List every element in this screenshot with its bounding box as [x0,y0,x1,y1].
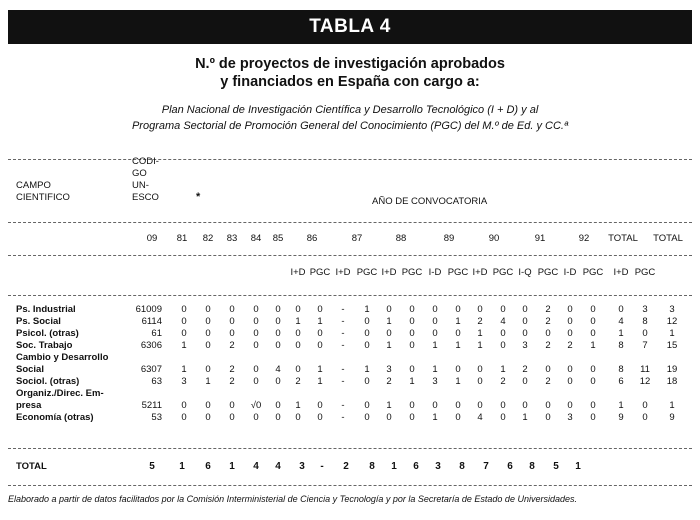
table-cell: 0 [275,412,281,423]
table-cell: 2 [500,376,506,387]
table-cell: 8 [618,340,624,351]
table-cell: 1 [364,364,370,375]
table-cell: 12 [666,316,678,327]
table-cell: 0 [500,340,506,351]
table-cell: 0 [477,364,483,375]
table-cell: 0 [545,364,551,375]
total-cell: 2 [343,461,349,472]
table-cell: 1 [590,340,596,351]
table-cell: 0 [205,328,211,339]
table-cell: 0 [567,304,573,315]
table-cell: 0 [522,328,528,339]
row-label: Soc. Trabajo [16,340,73,351]
year-header: 82 [202,233,214,244]
table-cell: 2 [386,376,392,387]
table-cell: 0 [253,364,259,375]
table-cell: 1 [409,376,415,387]
year-header: 83 [226,233,238,244]
table-cell: 11 [640,364,650,375]
table-cell: - [341,304,345,315]
table-cell: 0 [432,328,438,339]
table-cell: 3 [567,412,573,423]
table-cell: 0 [295,328,301,339]
row-code: 6307 [140,364,162,375]
total-cell: 5 [553,461,559,472]
table-cell: 1 [181,364,187,375]
table-cell: 1 [205,376,211,387]
table-cell: 0 [567,400,573,411]
table-cell: 0 [590,412,596,423]
row-code: 6306 [140,340,162,351]
dashed-rule [8,448,692,449]
year-header: 09 [146,233,158,244]
table-cell: 0 [275,316,281,327]
subcolumn-header: PGC [401,267,423,278]
table-cell: 0 [545,400,551,411]
table-cell: 1 [455,340,461,351]
total-cell: - [320,461,324,472]
table-cell: 0 [500,412,506,423]
subtitle-line-2: Programa Sectorial de Promoción General del Conocimiento (PGC) del M.º de Ed. y CC.ª [131,120,569,132]
subcolumn-header: PGC [356,267,378,278]
table-cell: 2 [229,364,235,375]
table-cell: √0 [250,400,262,411]
table-cell: 0 [455,304,461,315]
row-label: Psicol. (otras) [16,328,79,339]
dashed-rule [8,222,692,223]
table-cell: 0 [364,328,370,339]
table-cell: 0 [567,364,573,375]
table-cell: 1 [455,316,461,327]
row-label: Social [16,364,44,375]
table-cell: 0 [500,328,506,339]
row-code: 61009 [135,304,162,315]
row-label: Organiz./Direc. Em- [16,388,104,399]
table-cell: 0 [409,364,415,375]
table-cell: 0 [567,376,573,387]
table-cell: 2 [229,340,235,351]
table-cell: - [341,316,345,327]
subcolumn-header: I-D [563,267,577,278]
table-cell: 1 [455,376,461,387]
table-cell: 0 [477,304,483,315]
table-cell: 1 [477,328,483,339]
year-header: 90 [488,233,500,244]
table-cell: 0 [477,376,483,387]
table-cell: 12 [639,376,651,387]
table-cell: 0 [386,412,392,423]
table-cell: 0 [477,400,483,411]
table-cell: 0 [590,400,596,411]
year-header: 89 [443,233,455,244]
subcolumn-header: PGC [582,267,604,278]
table-cell: 1 [317,316,323,327]
table-cell: 1 [669,400,675,411]
table-cell: 0 [295,340,301,351]
table-cell: 0 [455,328,461,339]
table-cell: 3 [522,340,528,351]
total-cell: 6 [205,461,211,472]
table-cell: 0 [590,316,596,327]
table-cell: 1 [477,340,483,351]
table-cell: 9 [618,412,624,423]
total-cell: 1 [229,461,235,472]
total-cell: 8 [459,461,465,472]
table-cell: 9 [669,412,675,423]
table-cell: 0 [181,304,187,315]
table-cell: 15 [666,340,678,351]
table-cell: 1 [522,412,528,423]
table-cell: 0 [409,412,415,423]
table-cell: 0 [181,412,187,423]
table-cell: 2 [522,364,528,375]
table-cell: 1 [500,364,506,375]
table-cell: 0 [295,364,301,375]
year-header: 91 [534,233,546,244]
table-cell: 0 [522,316,528,327]
table-cell: 1 [386,316,392,327]
table-cell: 0 [522,400,528,411]
table-cell: 0 [317,412,323,423]
table-cell: 0 [295,304,301,315]
table-cell: 1 [317,364,323,375]
subcolumn-header: I+D [381,267,397,278]
dashed-rule [8,255,692,256]
year-header: 81 [176,233,188,244]
table-cell: 0 [455,412,461,423]
table-cell: 1 [432,364,438,375]
subcolumn-header: PGC [447,267,469,278]
table-cell: 0 [432,400,438,411]
year-header: 85 [272,233,284,244]
table-cell: 19 [666,364,678,375]
subcolumn-header: PGC [309,267,331,278]
table-cell: 0 [275,340,281,351]
table-cell: 0 [386,328,392,339]
table-cell: 0 [545,412,551,423]
table-cell: 0 [567,328,573,339]
table-cell: 1 [618,328,624,339]
table-cell: 0 [275,376,281,387]
table-cell: 0 [409,400,415,411]
table-cell: 3 [642,304,648,315]
table-cell: 18 [666,376,678,387]
table-cell: 0 [275,328,281,339]
subcolumn-header: I+D [290,267,306,278]
total-cell: 4 [275,461,281,472]
row-label: presa [16,400,42,411]
table-cell: 0 [642,328,648,339]
table-cell: 0 [364,376,370,387]
row-code: 63 [151,376,162,387]
table-cell: 0 [317,340,323,351]
table-cell: 0 [522,376,528,387]
table-cell: 0 [205,316,211,327]
year-header: 86 [306,233,318,244]
table-cell: 0 [253,376,259,387]
row-label: Ps. Industrial [16,304,76,315]
table-cell: - [341,340,345,351]
codigo-header: CODI- GO UN- ESCO [132,156,159,203]
total-cell: 6 [507,461,513,472]
total-cell: 5 [149,461,155,472]
table-cell: 0 [253,328,259,339]
table-cell: 0 [253,412,259,423]
row-label: Cambio y Desarrollo [16,352,109,363]
title-line-2: y financiados en España con cargo a: [220,74,480,90]
table-cell: 0 [590,304,596,315]
table-cell: 1 [317,376,323,387]
total-cell: 1 [179,461,185,472]
table-cell: 0 [275,400,281,411]
table-cell: 0 [317,328,323,339]
table-cell: 3 [181,376,187,387]
table-cell: 0 [455,364,461,375]
table-cell: - [341,364,345,375]
table-cell: 0 [545,328,551,339]
table-cell: 0 [181,316,187,327]
table-cell: 0 [317,304,323,315]
table-cell: 1 [364,304,370,315]
table-cell: 0 [229,412,235,423]
table-cell: 0 [409,304,415,315]
year-header: 87 [351,233,363,244]
subtitle-line-1: Plan Nacional de Investigación Científica y Desarrollo Tecnológico (I + D) y al [161,104,539,116]
table-cell: 0 [590,328,596,339]
total-cell: 8 [529,461,535,472]
total-cell: 4 [253,461,259,472]
asterisk-mark: * [196,191,201,203]
table-banner: TABLA 4 [8,10,692,44]
table-cell: 0 [567,316,573,327]
year-header: 84 [250,233,262,244]
table-cell: 0 [229,316,235,327]
table-cell: 0 [432,304,438,315]
table-cell: 2 [545,316,551,327]
ano-header: AÑO DE CONVOCATORIA [372,196,488,207]
table-cell: 4 [275,364,281,375]
table-cell: 0 [229,304,235,315]
table-cell: 1 [669,328,675,339]
table-cell: 2 [295,376,301,387]
table-cell: 0 [253,340,259,351]
table-cell: 1 [432,412,438,423]
table-cell: 1 [386,340,392,351]
table-cell: 1 [295,400,301,411]
footnote: Elaborado a partir de datos facilitados por la Comisión Interministerial de Ciencia y Tecnología y por la Secretaría de Estado de Universidades. [8,494,577,504]
subcolumn-header: I+D [335,267,351,278]
table-cell: 0 [642,412,648,423]
total-label: TOTAL [16,461,47,472]
table-cell: 8 [642,316,648,327]
table-cell: 4 [500,316,506,327]
table-cell: 0 [181,400,187,411]
table-cell: 0 [229,328,235,339]
table-cell: 2 [477,316,483,327]
table-cell: 0 [229,400,235,411]
row-code: 61 [151,328,162,339]
row-code: 5211 [141,400,162,411]
table-cell: 0 [205,400,211,411]
table-cell: 0 [500,304,506,315]
table-cell: 0 [642,400,648,411]
row-label: Economía (otras) [16,412,94,423]
subcolumn-header: I+D [613,267,629,278]
table-cell: - [341,328,345,339]
table-cell: 0 [205,340,211,351]
table-cell: 0 [205,304,211,315]
subcolumn-header: I+D [472,267,488,278]
table-cell: 6 [618,376,624,387]
table-cell: 0 [409,340,415,351]
table-cell: 0 [205,412,211,423]
row-label: Ps. Social [16,316,61,327]
table-cell: 2 [545,304,551,315]
table-cell: 0 [500,400,506,411]
table-cell: 0 [364,412,370,423]
table-cell: - [341,400,345,411]
subcolumn-header: I-Q [518,267,532,278]
total-cell: 3 [299,461,305,472]
table-cell: 1 [181,340,187,351]
total-cell: 1 [391,461,397,472]
year-header: 88 [395,233,407,244]
table-cell: 3 [432,376,438,387]
table-cell: 0 [364,340,370,351]
table-cell: 0 [522,304,528,315]
table-cell: 0 [205,364,211,375]
dashed-rule [8,485,692,486]
table-cell: - [341,376,345,387]
table-cell: 0 [409,328,415,339]
table-cell: 0 [432,316,438,327]
table-cell: 3 [669,304,675,315]
table-cell: 2 [545,376,551,387]
table-cell: 8 [618,364,624,375]
table-cell: 0 [181,328,187,339]
subcolumn-header: PGC [537,267,559,278]
table-cell: 0 [618,304,624,315]
year-header: 92 [578,233,590,244]
table-cell: 0 [590,364,596,375]
row-code: 53 [151,412,162,423]
title-line-1: N.º de proyectos de investigación aprobados [195,56,505,72]
table-cell: 3 [386,364,392,375]
total-cell: 1 [575,461,581,472]
table-cell: 0 [253,304,259,315]
table-cell: 4 [618,316,624,327]
year-header: TOTAL [608,233,638,244]
dashed-rule [8,159,692,160]
table-cell: 0 [295,412,301,423]
row-label: Sociol. (otras) [16,376,80,387]
table-cell: 1 [295,316,301,327]
campo-header: CAMPO CIENTIFICO [16,180,70,203]
table-cell: 0 [275,304,281,315]
table-cell: 1 [618,400,624,411]
row-code: 6114 [141,316,162,327]
total-cell: 7 [483,461,489,472]
table-cell: 2 [567,340,573,351]
year-header: TOTAL [653,233,683,244]
table-cell: 1 [386,400,392,411]
table-cell: 0 [590,376,596,387]
table-cell: - [341,412,345,423]
table-cell: 0 [386,304,392,315]
table-cell: 0 [364,400,370,411]
total-cell: 8 [369,461,375,472]
table-cell: 0 [364,316,370,327]
table-cell: 0 [455,400,461,411]
subcolumn-header: PGC [492,267,514,278]
table-cell: 2 [229,376,235,387]
subcolumn-header: I-D [428,267,442,278]
total-cell: 6 [413,461,419,472]
table-cell: 1 [432,340,438,351]
table-cell: 0 [409,316,415,327]
subcolumn-header: PGC [634,267,656,278]
total-cell: 3 [435,461,441,472]
table-cell: 0 [317,400,323,411]
table-cell: 2 [545,340,551,351]
dashed-rule [8,295,692,296]
table-cell: 4 [477,412,483,423]
table-cell: 0 [253,316,259,327]
table-cell: 7 [642,340,648,351]
